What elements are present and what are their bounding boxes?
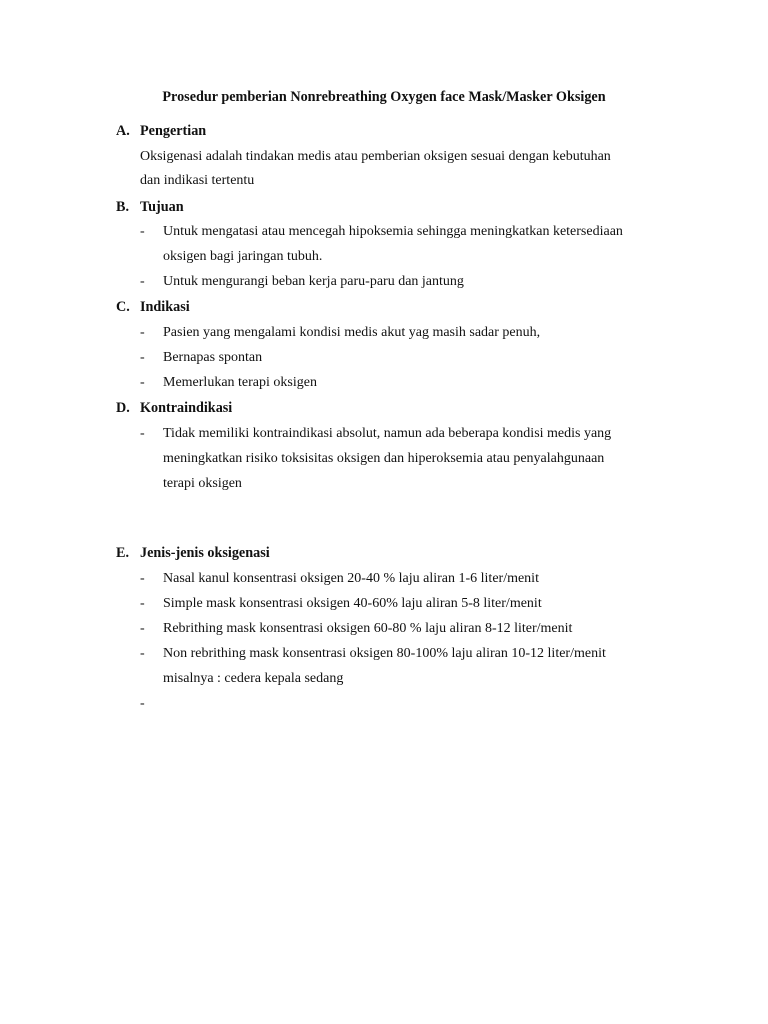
paragraph-line: dan indikasi tertentu [140,173,255,188]
list-bullet: - [140,224,145,239]
list-item-line: Rebrithing mask konsentrasi oksigen 60-80 % laju aliran 8-12 liter/menit [163,621,573,636]
document-title: Prosedur pemberian Nonrebreathing Oxygen face Mask/Masker Oksigen [162,89,606,105]
section-d-heading [116,399,232,417]
list-item-line: Untuk mengatasi atau mencegah hipoksemia sehingga meningkatkan ketersediaan [163,224,623,239]
list-item-line: Simple mask konsentrasi oksigen 40-60% laju aliran 5-8 liter/menit [163,596,542,611]
list-bullet: - [140,350,145,365]
list-bullet: - [140,596,145,611]
list-item-line: Tidak memiliki kontraindikasi absolut, namun ada beberapa kondisi medis yang [163,426,612,441]
section-letter: A. [116,123,130,139]
paragraph-line: Oksigenasi adalah tindakan medis atau pemberian oksigen sesuai dengan kebutuhan [140,149,611,164]
list-bullet-empty: - [140,696,145,711]
list-item-line: Bernapas spontan [163,350,263,365]
section-b-heading [116,198,184,216]
list-item-line: Memerlukan terapi oksigen [163,375,317,390]
section-letter: E. [116,545,130,561]
section-letter: B. [116,199,130,215]
section-heading: Kontraindikasi [140,400,233,416]
list-bullet: - [140,375,145,390]
list-item-line: Nasal kanul konsentrasi oksigen 20-40 % laju aliran 1-6 liter/menit [163,571,539,586]
list-item-line: Pasien yang mengalami kondisi medis akut yag masih sadar penuh, [163,325,541,340]
list-bullet: - [140,325,145,340]
section-heading: Jenis-jenis oksigenasi [140,545,270,561]
section-letter: D. [116,400,130,416]
list-bullet: - [140,571,145,586]
list-bullet: - [140,274,145,289]
list-bullet: - [140,426,145,441]
section-heading: Tujuan [140,199,184,215]
section-heading: Indikasi [140,299,190,315]
list-item-line: misalnya : cedera kepala sedang [163,671,344,686]
list-item-line: Untuk mengurangi beban kerja paru-paru dan jantung [163,274,464,289]
section-heading: Pengertian [140,123,207,139]
list-item-line: oksigen bagi jaringan tubuh. [163,249,323,264]
list-item-line: Non rebrithing mask konsentrasi oksigen 80-100% laju aliran 10-12 liter/menit [163,646,606,661]
list-bullet: - [140,646,145,661]
section-letter: C. [116,299,130,315]
list-item-line: meningkatkan risiko toksisitas oksigen dan hiperoksemia atau penyalahgunaan [163,451,605,466]
list-item-line: terapi oksigen [163,476,242,491]
list-bullet: - [140,621,145,636]
section-c-heading [116,298,190,316]
section-a-heading [116,122,206,140]
section-e-heading [116,544,270,562]
